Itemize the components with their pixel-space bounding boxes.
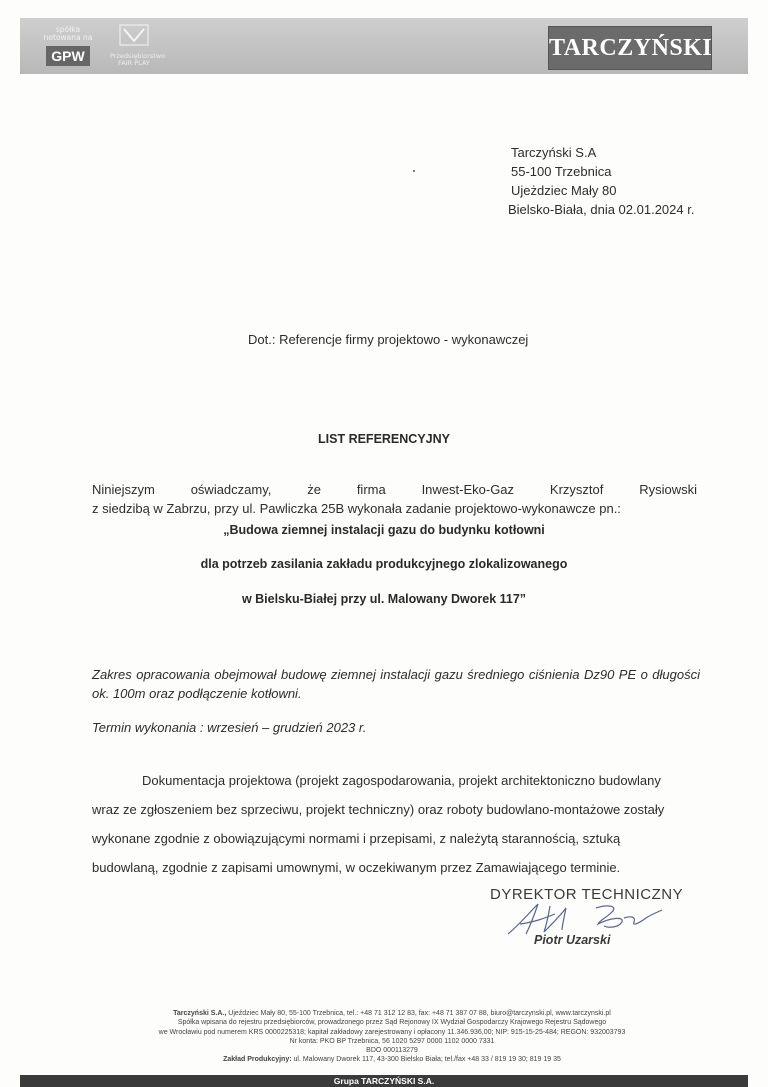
- gpw-caption-line1: spółka: [55, 25, 81, 34]
- footer-plant-address: ul. Malowany Dworek 117, 43-300 Bielsko Biała; tel./fax +48 33 / 819 19 30; 819 19 35: [293, 1056, 561, 1064]
- intro-line-1: Niniejszym oświadczamy, że firma Inwest-Eko-Gaz Krzysztof Rysiowski: [92, 482, 697, 497]
- deadline-line: Termin wykonania : wrzesień – grudzień 2023 r.: [92, 720, 367, 735]
- group-name: Grupa TARCZYŃSKI S.A.: [333, 1076, 435, 1086]
- signatory-role: DYREKTOR TECHNICZNY: [490, 886, 684, 903]
- closing-line-2: wraz ze zgłoszeniem bez sprzeciwu, projekt techniczny) oraz roboty budowlano-montażowe zostały: [92, 802, 665, 817]
- footer-line-1: [92, 1009, 692, 1018]
- footer-line-6: [92, 1055, 692, 1064]
- footer-line-4: Nr konta: PKO BP Trzebnica, 56 1020 5297 0000 1102 0000 7331: [289, 1037, 495, 1045]
- place-and-date: Bielsko-Biała, dnia 02.01.2024 r.: [508, 202, 695, 217]
- fair-play-logo: [110, 24, 166, 72]
- project-title-line-2: dla potrzeb zasilania zakładu produkcyjnego zlokalizowanego: [200, 557, 568, 571]
- address-street: Ujeżdziec Mały 80: [511, 183, 617, 198]
- footer-company-name: Tarczyński S.A.,: [173, 1010, 227, 1017]
- closing-line-1: Dokumentacja projektowa (projekt zagospodarowania, projekt architektoniczno budowlany: [142, 773, 661, 788]
- intro-paragraph: [92, 480, 697, 518]
- gpw-badge: [36, 26, 100, 70]
- footer-line-2: Spółka wpisana do rejestru przedsiębiorców, prowadzonego przez Sąd Rejonowy IX Wydział Gospodarczy Krajowego Rejestru Sądowego: [177, 1019, 607, 1027]
- company-logo: TARCZYŃSKI: [548, 26, 712, 70]
- closing-line-3: wykonane zgodnie z obowiązującymi normami i przepisami, z należytą starannością, sztuką: [92, 831, 621, 846]
- address-block: [508, 143, 694, 219]
- closing-paragraph: [92, 766, 712, 882]
- footer-contact: Ujeździec Mały 80, 55-100 Trzebnica, tel.: +48 71 312 12 83, fax: +48 71 387 07 88, biuro@tarczynski.pl, www.tarczynski.pl: [228, 1010, 611, 1017]
- address-postal: 55-100 Trzebnica: [511, 164, 612, 179]
- closing-line-4: budowlaną, zgodnie z zapisami umownymi, w oczekiwanym przez Zamawiającego terminie.: [92, 860, 621, 875]
- subject-line: Dot.: Referencje firmy projektowo - wykonawczej: [248, 332, 529, 347]
- gpw-caption: [36, 26, 100, 42]
- document-title: LIST REFERENCYJNY: [318, 432, 450, 446]
- footer-line-5: BDO 000113279: [366, 1047, 418, 1055]
- project-title-line-1: „Budowa ziemnej instalacji gazu do budynku kotłowni: [223, 523, 545, 537]
- footer-line-3: we Wrocławiu pod numerem KRS 0000225318; kapitał zakładowy zarejestrowany i opłacony 11.346.936,00; NIP: 915-15-25-484; REGON: 932003793: [158, 1028, 626, 1036]
- mark-dot: [413, 170, 415, 172]
- company-footer: [92, 1009, 692, 1065]
- checkmark-icon: [119, 24, 149, 46]
- gpw-caption-line2: notowana na: [43, 33, 93, 42]
- signatory-name: Piotr Uzarski: [534, 933, 611, 947]
- project-title-line-3: w Bielsku-Białej przy ul. Malowany Dworek 117”: [241, 592, 527, 606]
- fair-play-caption-line2: FAIR PLAY: [118, 59, 150, 67]
- gpw-logo: GPW: [46, 46, 90, 66]
- address-company: Tarczyński S.A: [511, 145, 597, 160]
- scope-paragraph: Zakres opracowania obejmował budowę ziemnej instalacji gazu średniego ciśnienia Dz90 PE o długości ok. 100m oraz podłączenie kotłowni.: [92, 667, 700, 701]
- footer-plant-label: Zakład Produkcyjny:: [223, 1056, 292, 1064]
- intro-line-2: z siedzibą w Zabrzu, przy ul. Pawliczka 25B wykonała zadanie projektowo-wykonawcze pn.:: [92, 501, 621, 516]
- fair-play-caption-line1: Przedsiębiorstwo: [110, 52, 166, 60]
- fair-play-caption: [110, 52, 166, 67]
